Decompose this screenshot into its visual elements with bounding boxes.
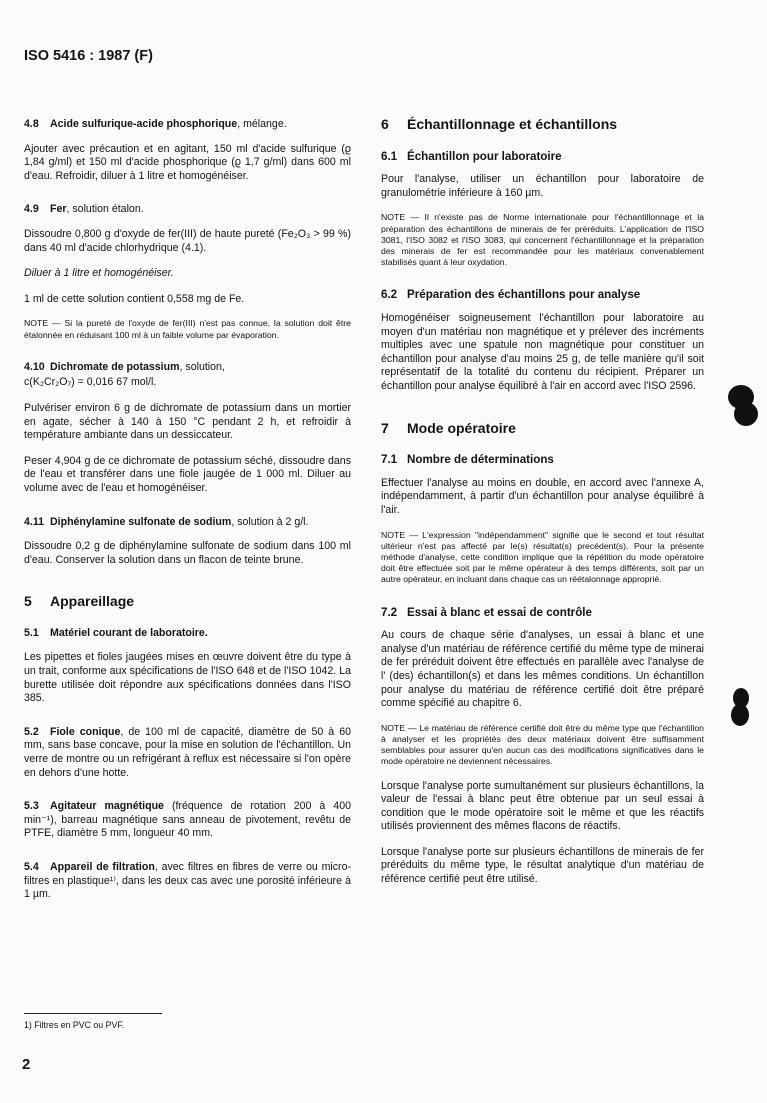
binding-hole-mark-lower-2 [731,704,749,726]
section-4-10-text-1: Pulvériser environ 6 g de dichromate de potassium dans un mortier en agate, sécher à 140 à 150 °C pendant 2 h, et refroidir à température ambiante dans un dessiccateur. [24,401,351,442]
section-7-2-text-1: Au cours de chaque série d'analyses, un essai à blanc et une analyse d'un matériau de référence certifié du même type de minerai de fer préréduit doivent être effectués en parallèle avec l'analyse de l' (des) échantillon(s) et dans les mêmes conditions. Un échantillon pour analyse du matériau de référence certifié doit être préparé comme spécifié au chapitre 6. [381,629,704,710]
section-6-2-heading: 6.2 Préparation des échantillons pour analyse [381,288,641,302]
section-4-9-heading: 4.9 Fer, solution étalon. [24,203,144,216]
section-7-2-text-3: Lorsque l'analyse porte sur plusieurs échantillons de minerais de fer préréduits du même type, le résultat analytique d'un matériau de référence certifié peut être utilisé. [381,845,704,886]
section-4-10-text-2: Peser 4,904 g de ce dichromate de potassium séché, dissoudre dans de l'eau et transférer dans une fiole jaugée de 1 000 ml. Diluer au volume avec de l'eau et homogénéiser. [24,454,351,494]
section-4-8-heading: 4.8 Acide sulfurique-acide phosphorique, mélange. [24,118,287,130]
section-5-1-heading: 5.1 Matériel courant de laboratoire. [24,626,208,639]
section-4-8-text: Ajouter avec précaution et en agitant, 150 ml d'acide sulfurique (ϱ 1,84 g/ml) et 150 ml d'acide phosphorique (ϱ 1,7 g/ml) dans 600 ml d'eau. Refroidir, diluer à 1 litre et homogénéiser. [24,142,351,182]
page-number: 2 [22,1056,31,1073]
document-header: ISO 5416 : 1987 (F) [24,48,153,64]
section-5-heading: 5 Appareillage [24,593,135,610]
section-7-1-heading: 7.1 Nombre de déterminations [381,453,554,467]
footnote: 1) Filtres en PVC ou PVF. [24,1020,125,1030]
section-4-9-dilution: Diluer à 1 litre et homogénéiser. [24,267,174,280]
section-7-1-note: NOTE — L'expression "indépendamment" signifie que le second et tout résultat ultérieur n'est pas affecté par le(s) résultat(s) precédent(s). Pour la présente méthode d'analyse, cette condition implique que la répétition du mode opératoire doit être effectuée soit par le même opérateur à des temps différents, soit par un autre opérateur, en incluant dans chaque cas un réétalonnage approprié. [381,529,704,585]
section-5-3-text: 5.3 Agitateur magnétique (fréquence de rotation 200 à 400 min⁻¹), barreau magnétique sans anneau de pivotement, revêtu de PTFE, diamètre 5 mm, longueur 40 mm. [24,800,351,840]
section-4-11-heading: 4.11 Diphénylamine sulfonate de sodium, solution à 2 g/l. [24,515,309,528]
section-5-1-text: Les pipettes et fioles jaugées mises en œuvre doivent être du type à un trait, conforme aux spécifications de l'ISO 648 et de l'ISO 1042. La burette utilisée doit répondre aux spécifications données dans l'ISO 385. [24,651,351,705]
binding-hole-mark-upper-2 [734,402,758,426]
section-6-1-note: NOTE — Il n'existe pas de Norme internationale pour l'échantillonnage et la préparation des échantillons de minerais de fer préréduits. L'application de l'ISO 3081, l'ISO 3082 et l'ISO 3083, qui concernent l'échantillonnage et la préparation des minerais de fer est recommandée pour les matériaux convenablement stabilisés quant à leur oxydation. [381,212,704,268]
section-4-9-note: NOTE — Si la pureté de l'oxyde de fer(III) n'est pas connue, la solution doit être étalonnée en réduisant 100 ml à un faible volume par évaporation. [24,318,351,340]
section-4-10-heading: 4.10 Dichromate de potassium, solution, [24,360,225,373]
section-5-4-text: 5.4 Appareil de filtration, avec filtres en fibres de verre ou micro-filtres en plastique¹⁾, dans les deux cas avec une porosité inférieure à 1 µm. [24,861,351,901]
section-6-1-heading: 6.1 Échantillon pour laboratoire [381,149,562,163]
right-column [381,118,704,899]
section-7-2-note: NOTE — Le matériau de référence certifié doit être du même type que l'échantillon à analyser et les propriétés des deux matériaux doivent être suffisamment semblables pour assurer qu'en aucun cas des modifications significatives dans le mode opératoire ne deviennent nécessaires. [381,722,704,767]
section-4-11-text: Dissoudre 0,2 g de diphénylamine sulfonate de sodium dans 100 ml d'eau. Conserver la solution dans un flacon de teinte brune. [24,540,351,566]
section-6-2-text: Homogénéiser soigneusement l'échantillon pour laboratoire au moyen d'un matériau non magnétique et y prélever des incréments multiples avec une spatule non magnétique pour constituer un échantillon pour analyse d'au moins 25 g, de telle manière qu'il soit représentatif de la totalité du contenu du récipient. Préparer un échantillon pour analyse équilibré à l'air en accord avec l'ISO 2596. [381,311,704,392]
section-6-heading: 6 Échantillonnage et échantillons [381,116,618,132]
left-column [24,118,351,914]
section-5-2-text: 5.2 Fiole conique, de 100 ml de capacité, diamètre de 50 à 60 mm, sans base concave, pour la mise en solution de l'échantillon. Un verre de montre ou un refrigérant à reflux est nécessaire si l'on opère en dehors d'une hotte. [24,725,351,779]
section-7-heading: 7 Mode opératoire [381,419,516,436]
section-7-2-heading: 7.2 Essai à blanc et essai de contrôle [381,605,592,619]
section-4-10-concentration: c(K₂Cr₂O₇) = 0,016 67 mol/l. [24,376,157,389]
section-6-1-text: Pour l'analyse, utiliser un échantillon pour laboratoire de granulométrie inférieure à 160 µm. [381,173,704,199]
section-4-9-concentration: 1 ml de cette solution contient 0,558 mg de Fe. [24,292,245,305]
section-4-9-text: Dissoudre 0,800 g d'oxyde de fer(III) de haute pureté (Fe₂O₃ > 99 %) dans 40 ml d'acide chlorhydrique (4.1). [24,227,351,254]
section-7-1-text: Effectuer l'analyse au moins en double, en accord avec l'annexe A, indépendamment, à partir d'un échantillon pour analyse équilibré à l'air. [381,476,704,516]
section-7-2-text-2: Lorsque l'analyse porte sumultanément sur plusieurs échantillons, la valeur de l'essai à blanc peut être obtenue par un seul essai à condition que le mode opératoire soit le même et que les réactifs utilisés proviennent des mêmes flacons de réactifs. [381,779,704,833]
footnote-divider [24,1013,162,1014]
